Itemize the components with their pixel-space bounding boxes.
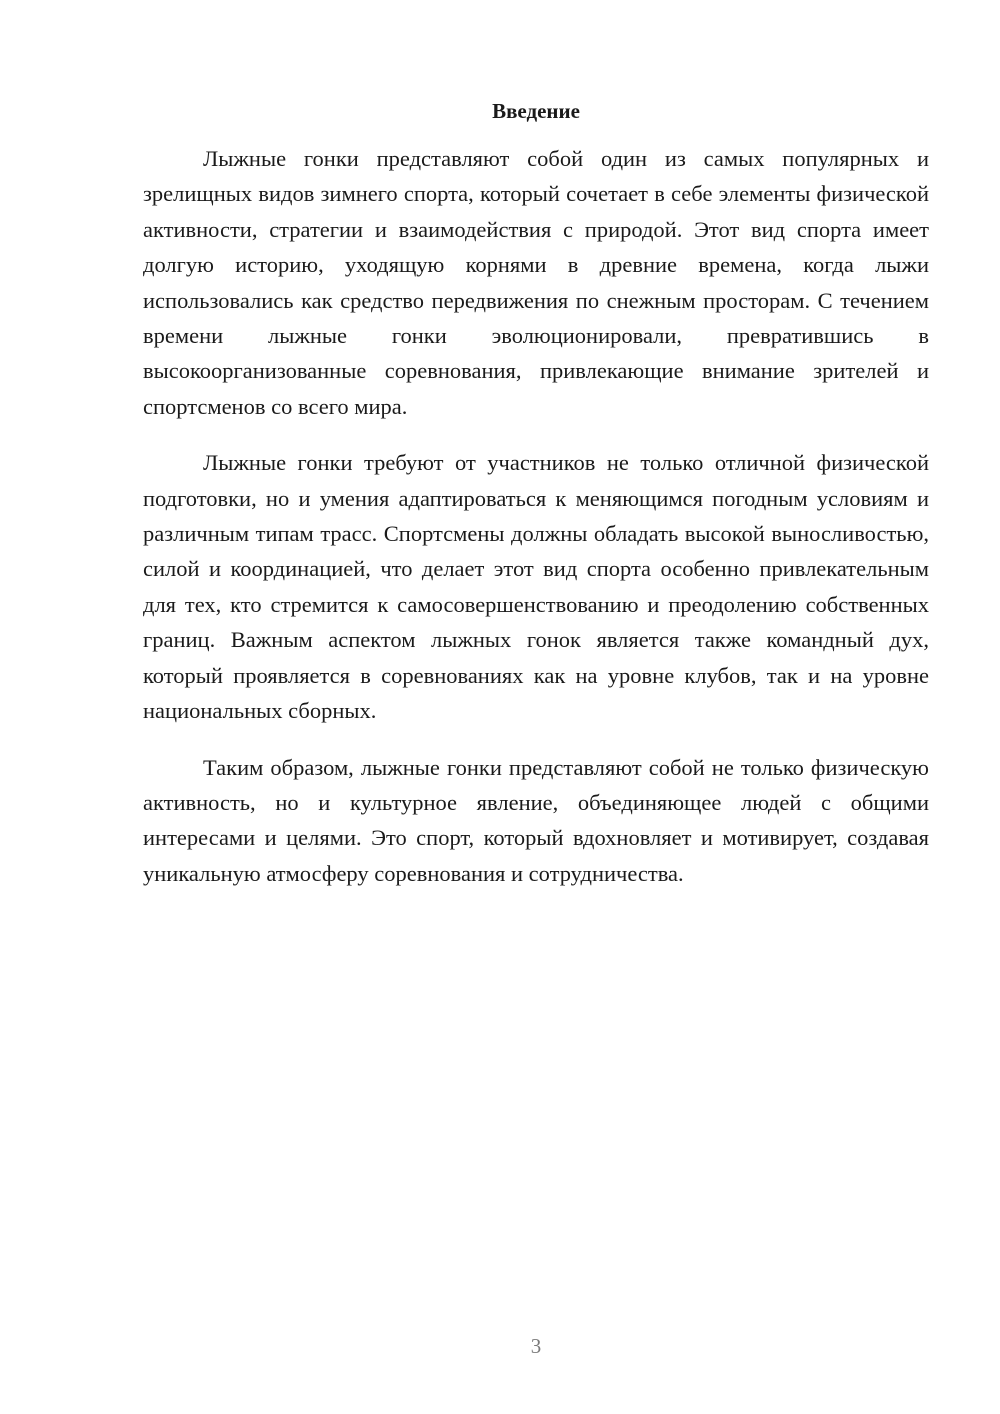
page-number: 3 [530, 1334, 542, 1358]
paragraph-3: Таким образом, лыжные гонки представляют собой не только физическую активность, но и культурное явление, объединяющее людей с общими интересами и целями. Это спорт, который вдохновляет и мотивирует, создавая уникальную атмосферу соревнования и сотрудничества. [143, 754, 929, 886]
document-body [143, 141, 929, 912]
paragraph-1: Лыжные гонки представляют собой один из самых популярных и зрелищных видов зимнего спорта, который сочетает в себе элементы физической активности, стратегии и взаимодействия с природой. Этот вид спорта имеет долгую историю, уходящую корнями в древние времена, когда лыжи использовались как средство передвижения по снежным просторам. С течением времени лыжные гонки эволюционировали, превратившись в высокоорганизованные соревнования, привлекающие внимание зрителей и спортсменов со всего мира. [143, 146, 929, 419]
paragraph-2: Лыжные гонки требуют от участников не только отличной физической подготовки, но и умения адаптироваться к меняющимся погодным условиям и различным типам трасс. Спортсмены должны обладать высокой выносливостью, силой и координацией, что делает этот вид спорта особенно привлекательным для тех, кто стремится к самосовершенствованию и преодолению собственных границ. Важным аспектом лыжных гонок является также командный дух, который проявляется в соревнованиях как на уровне клубов, так и на уровне национальных сборных. [143, 450, 929, 724]
page-title: Введение [492, 99, 580, 123]
